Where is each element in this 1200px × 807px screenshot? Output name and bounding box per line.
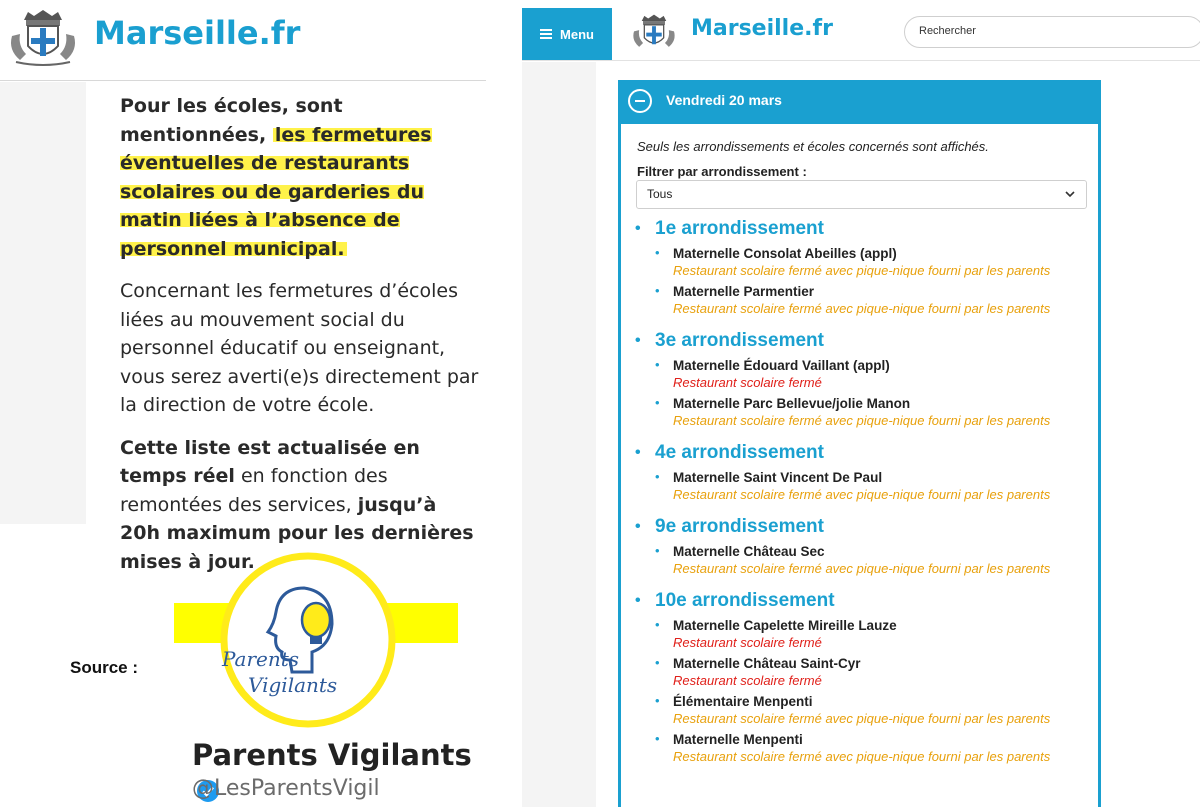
p3-bold-2: jusqu’à 20h maximum pour les dernières mises à jour. <box>120 493 474 573</box>
parents-vigilants-logo <box>172 548 460 738</box>
hamburger-icon <box>540 29 552 39</box>
school-list <box>635 245 1095 317</box>
search-input[interactable]: Rechercher <box>904 16 1200 48</box>
source-label: Source : <box>70 658 139 677</box>
school-item <box>655 655 1095 689</box>
school-name: • Maternelle Parmentier <box>673 284 815 299</box>
twitter-name-text: Parents Vigilants <box>192 738 472 772</box>
school-name: • Élémentaire Menpenti <box>673 694 813 709</box>
school-name: • Maternelle Parc Bellevue/jolie Manon <box>673 396 911 411</box>
arrondissement-title: • 10e arrondissement <box>635 589 1095 617</box>
school-list <box>635 617 1095 765</box>
menu-label: Menu <box>560 26 594 42</box>
right-site-header <box>522 0 1200 61</box>
school-list <box>635 543 1095 577</box>
twitter-handle[interactable]: @LesParentsVigil <box>192 776 380 801</box>
site-brand[interactable]: Marseille.fr <box>691 16 833 41</box>
arrondissement-item <box>635 329 1095 429</box>
right-margin-strip <box>522 62 596 807</box>
school-item <box>655 283 1095 317</box>
arrondissement-item <box>635 589 1095 765</box>
school-item <box>655 357 1095 391</box>
school-item <box>655 395 1095 429</box>
accordion-title: Vendredi 20 mars <box>666 92 782 108</box>
p3-bold-1: Cette liste est actualisée en temps réel <box>120 436 420 487</box>
school-status: Restaurant scolaire fermé avec pique-nique fourni par les parents <box>673 749 1051 764</box>
school-status: Restaurant scolaire fermé <box>673 375 822 390</box>
school-list <box>635 357 1095 429</box>
school-item <box>655 469 1095 503</box>
article-paragraph-1 <box>120 92 480 263</box>
chevron-down-icon <box>1064 188 1076 200</box>
school-status: Restaurant scolaire fermé <box>673 673 822 688</box>
school-status: Restaurant scolaire fermé avec pique-nique fourni par les parents <box>673 263 1051 278</box>
school-status: Restaurant scolaire fermé avec pique-nique fourni par les parents <box>673 711 1051 726</box>
arrondissement-item <box>635 515 1095 577</box>
p1-lead: Pour les écoles, sont mentionnées, <box>120 95 343 146</box>
school-status: Restaurant scolaire fermé avec pique-nique fourni par les parents <box>673 413 1051 428</box>
select-value: Tous <box>647 187 673 201</box>
arrondissement-title: • 3e arrondissement <box>635 329 1095 357</box>
info-note: Seuls les arrondissements et écoles concernés sont affichés. <box>637 139 989 154</box>
school-item <box>655 543 1095 577</box>
school-item <box>655 693 1095 727</box>
menu-button[interactable] <box>522 8 612 60</box>
arrondissement-title: • 4e arrondissement <box>635 441 1095 469</box>
school-name: • Maternelle Menpenti <box>673 732 803 747</box>
school-item <box>655 245 1095 279</box>
arrondissement-title: • 1e arrondissement <box>635 217 1095 245</box>
school-name: • Maternelle Capelette Mireille Lauze <box>673 618 897 633</box>
school-status: Restaurant scolaire fermé avec pique-nique fourni par les parents <box>673 301 1051 316</box>
right-screenshot-panel <box>522 0 1200 807</box>
school-list <box>635 469 1095 503</box>
accordion-header[interactable] <box>618 80 1101 124</box>
left-screenshot-panel <box>0 0 486 807</box>
school-name: • Maternelle Édouard Vaillant (appl) <box>673 358 890 373</box>
article-text <box>120 92 480 590</box>
logo-text-parents: Parents <box>222 647 300 671</box>
article-paragraph-2: Concernant les fermetures d’écoles liées au mouvement social du personnel éducatif ou enseignant, vous serez averti(e)s directement par la direction de votre école. <box>120 280 479 416</box>
site-brand[interactable]: Marseille.fr <box>94 14 301 52</box>
school-name: • Maternelle Château Saint-Cyr <box>673 656 861 671</box>
arrondissement-item <box>635 217 1095 317</box>
left-site-header <box>0 0 486 81</box>
collapse-icon[interactable] <box>628 89 652 113</box>
marseille-crest-icon[interactable] <box>6 6 80 68</box>
arrondissement-select[interactable] <box>636 180 1087 209</box>
logo-text-vigilants: Vigilants <box>248 673 338 697</box>
arrondissement-item <box>635 441 1095 503</box>
p1-highlight: les fermetures éventuelles de restaurants scolaires ou de garderies du matin liées à l’absence de personnel municipal. <box>120 123 432 260</box>
school-name: • Maternelle Consolat Abeilles (appl) <box>673 246 897 261</box>
school-item <box>655 617 1095 651</box>
school-status: Restaurant scolaire fermé <box>673 635 822 650</box>
school-item <box>655 731 1095 765</box>
school-status: Restaurant scolaire fermé avec pique-nique fourni par les parents <box>673 487 1051 502</box>
arrondissement-title: • 9e arrondissement <box>635 515 1095 543</box>
school-name: • Maternelle Saint Vincent De Paul <box>673 470 883 485</box>
day-accordion <box>618 80 1101 807</box>
filter-label: Filtrer par arrondissement : <box>637 164 807 179</box>
arrondissement-list <box>635 217 1095 769</box>
marseille-crest-icon[interactable] <box>628 12 680 52</box>
school-status: Restaurant scolaire fermé avec pique-nique fourni par les parents <box>673 561 1051 576</box>
school-name: • Maternelle Château Sec <box>673 544 825 559</box>
left-margin-strip <box>0 82 86 524</box>
p3-normal: en fonction des remontées des services, <box>120 465 388 516</box>
